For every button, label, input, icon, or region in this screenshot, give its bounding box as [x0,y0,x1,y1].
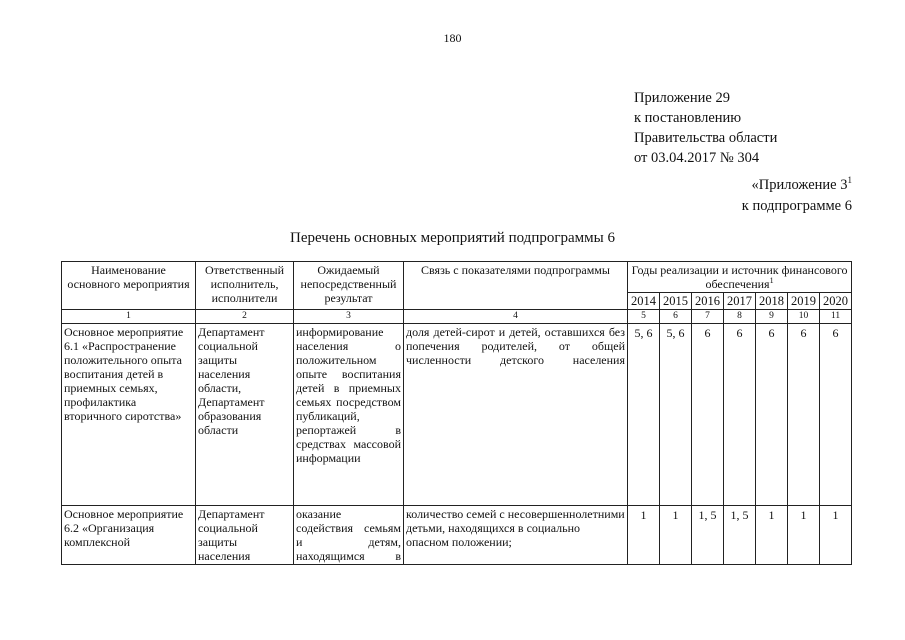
cell-year-value: 1 [756,506,788,565]
column-number: 10 [788,310,820,324]
cell-year-value: 1 [660,506,692,565]
column-number: 3 [294,310,404,324]
cell-year-value: 6 [692,324,724,506]
cell-year-value: 1 [628,506,660,565]
appendix-header [634,88,777,168]
year-header: 2015 [660,293,692,310]
appendix-line-2: к постановлению [634,110,742,126]
header-link: Связь с показателями подпрограммы [404,262,628,310]
cell-expected-result: информирование населения о положительном опыте воспитания детей в приемных семьях посредством публикаций, репортажей в средствах массовой информации [294,324,404,506]
cell-year-value: 6 [788,324,820,506]
activities-table [61,261,852,565]
header-responsible: Ответственный исполнитель, исполнители [196,262,294,310]
table-header-row [62,262,852,293]
year-header: 2020 [820,293,852,310]
cell-year-value: 6 [724,324,756,506]
cell-year-value: 1, 5 [692,506,724,565]
cell-activity-name: Основное мероприятие 6.2 «Организация комплексной [62,506,196,565]
column-number: 1 [62,310,196,324]
table-column-numbers-row [62,310,852,324]
cell-year-value: 1 [820,506,852,565]
header-years-group: Годы реализации и источник финансового обеспечения$^1$ [628,262,852,293]
appendix-line-1: Приложение 29 [634,90,730,106]
sub-appendix-line-1: «Приложение 3 [751,177,848,193]
years-footnote-mark: 1 [769,276,774,285]
column-number: 8 [724,310,756,324]
header-name: Наименование основного мероприятия [62,262,196,310]
sub-appendix-line-2: к подпрограмме 6 [741,198,852,214]
cell-year-value: 1, 5 [724,506,756,565]
header-result: Ожидаемый непосредственный результат [294,262,404,310]
document-title: Перечень основных мероприятий подпрограммы 6 [290,230,615,246]
cell-year-value: 6 [820,324,852,506]
cell-activity-name: Основное мероприятие 6.1 «Распространение положительного опыта воспитания детей в приемных семьях, профилактика вторичного сиротства» [62,324,196,506]
year-header: 2017 [724,293,756,310]
year-header: 2018 [756,293,788,310]
column-number: 5 [628,310,660,324]
cell-indicator-link: количество семей с несовершеннолетними детьми, находящихся в социально опасном положении; [404,506,628,565]
appendix-line-3: Правительства области [634,130,778,146]
cell-year-value: 1 [788,506,820,565]
table-row [62,324,852,506]
column-number: 4 [404,310,628,324]
column-number: 9 [756,310,788,324]
sub-appendix-header [742,175,852,217]
column-number: 11 [820,310,852,324]
table-row [62,506,852,565]
appendix-line-4: от 03.04.2017 № 304 [634,150,760,166]
year-header: 2019 [788,293,820,310]
cell-responsible: Департамент социальной защиты населения области, Департамент образования области [196,324,294,506]
column-number: 2 [196,310,294,324]
cell-responsible: Департамент социальной защиты населения [196,506,294,565]
column-number: 6 [660,310,692,324]
cell-indicator-link: доля детей-сирот и детей, оставшихся без попечения родителей, от общей численности детского населения [404,324,628,506]
cell-year-value: 6 [756,324,788,506]
cell-expected-result: оказание содействия семьям и детям, находящимся в [294,506,404,565]
year-header: 2014 [628,293,660,310]
cell-year-value: 5, 6 [628,324,660,506]
column-number: 7 [692,310,724,324]
sub-appendix-footnote-mark: 1 [847,175,852,185]
cell-year-value: 5, 6 [660,324,692,506]
page-number: 180 [443,31,462,45]
year-header: 2016 [692,293,724,310]
